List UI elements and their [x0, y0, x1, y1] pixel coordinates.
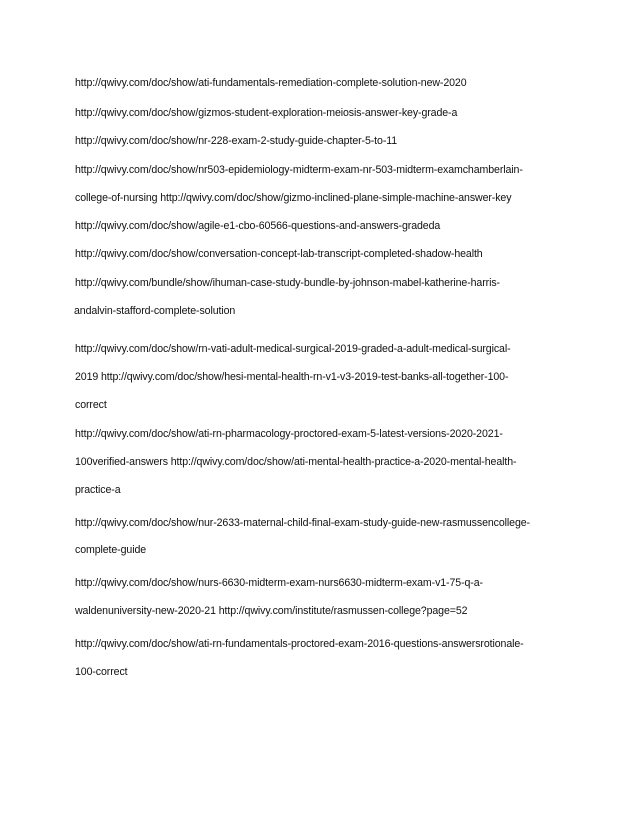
text-line: http://qwivy.com/doc/show/ati-rn-pharmacology-proctored-exam-5-latest-versions-2020-2021-: [75, 428, 503, 440]
text-line: http://qwivy.com/doc/show/gizmos-student-exploration-meiosis-answer-key-grade-a: [75, 107, 458, 119]
text-line: correct: [75, 399, 107, 411]
text-line: http://qwivy.com/bundle/show/ihuman-case-study-bundle-by-johnson-mabel-katherine-harris-: [75, 277, 500, 289]
text-line: complete-guide: [75, 544, 147, 556]
text-line: http://qwivy.com/doc/show/agile-e1-cbo-60566-questions-and-answers-gradeda: [75, 220, 441, 232]
text-line: 100verified-answers http://qwivy.com/doc/show/ati-mental-health-practice-a-2020-mental-health-: [75, 456, 517, 468]
text-line: http://qwivy.com/doc/show/nr-228-exam-2-study-guide-chapter-5-to-11: [75, 135, 398, 147]
text-line: waldenuniversity-new-2020-21 http://qwivy.com/institute/rasmussen-college?page=52: [75, 605, 468, 617]
text-line: http://qwivy.com/doc/show/ati-fundamentals-remediation-complete-solution-new-2020: [75, 77, 467, 89]
text-line: 100-correct: [75, 666, 128, 678]
text-line: college-of-nursing http://qwivy.com/doc/show/gizmo-inclined-plane-simple-machine-answer-key: [75, 192, 512, 204]
text-line: 2019 http://qwivy.com/doc/show/hesi-mental-health-rn-v1-v3-2019-test-banks-all-together-100-: [75, 371, 509, 383]
text-line: http://qwivy.com/doc/show/nur-2633-maternal-child-final-exam-study-guide-new-rasmussencollege-: [75, 517, 530, 529]
text-line: http://qwivy.com/doc/show/conversation-concept-lab-transcript-completed-shadow-health: [75, 248, 483, 260]
text-line: http://qwivy.com/doc/show/nr503-epidemiology-midterm-exam-nr-503-midterm-examchamberlain-: [75, 164, 523, 176]
text-line: http://qwivy.com/doc/show/rn-vati-adult-medical-surgical-2019-graded-a-adult-medical-surgical-: [75, 343, 511, 355]
text-line: andalvin-stafford-complete-solution: [74, 305, 236, 317]
text-line: http://qwivy.com/doc/show/ati-rn-fundamentals-proctored-exam-2016-questions-answersrotionale-: [75, 638, 524, 650]
text-line: practice-a: [75, 484, 121, 496]
text-line: http://qwivy.com/doc/show/nurs-6630-midterm-exam-nurs6630-midterm-exam-v1-75-q-a-: [75, 577, 483, 589]
